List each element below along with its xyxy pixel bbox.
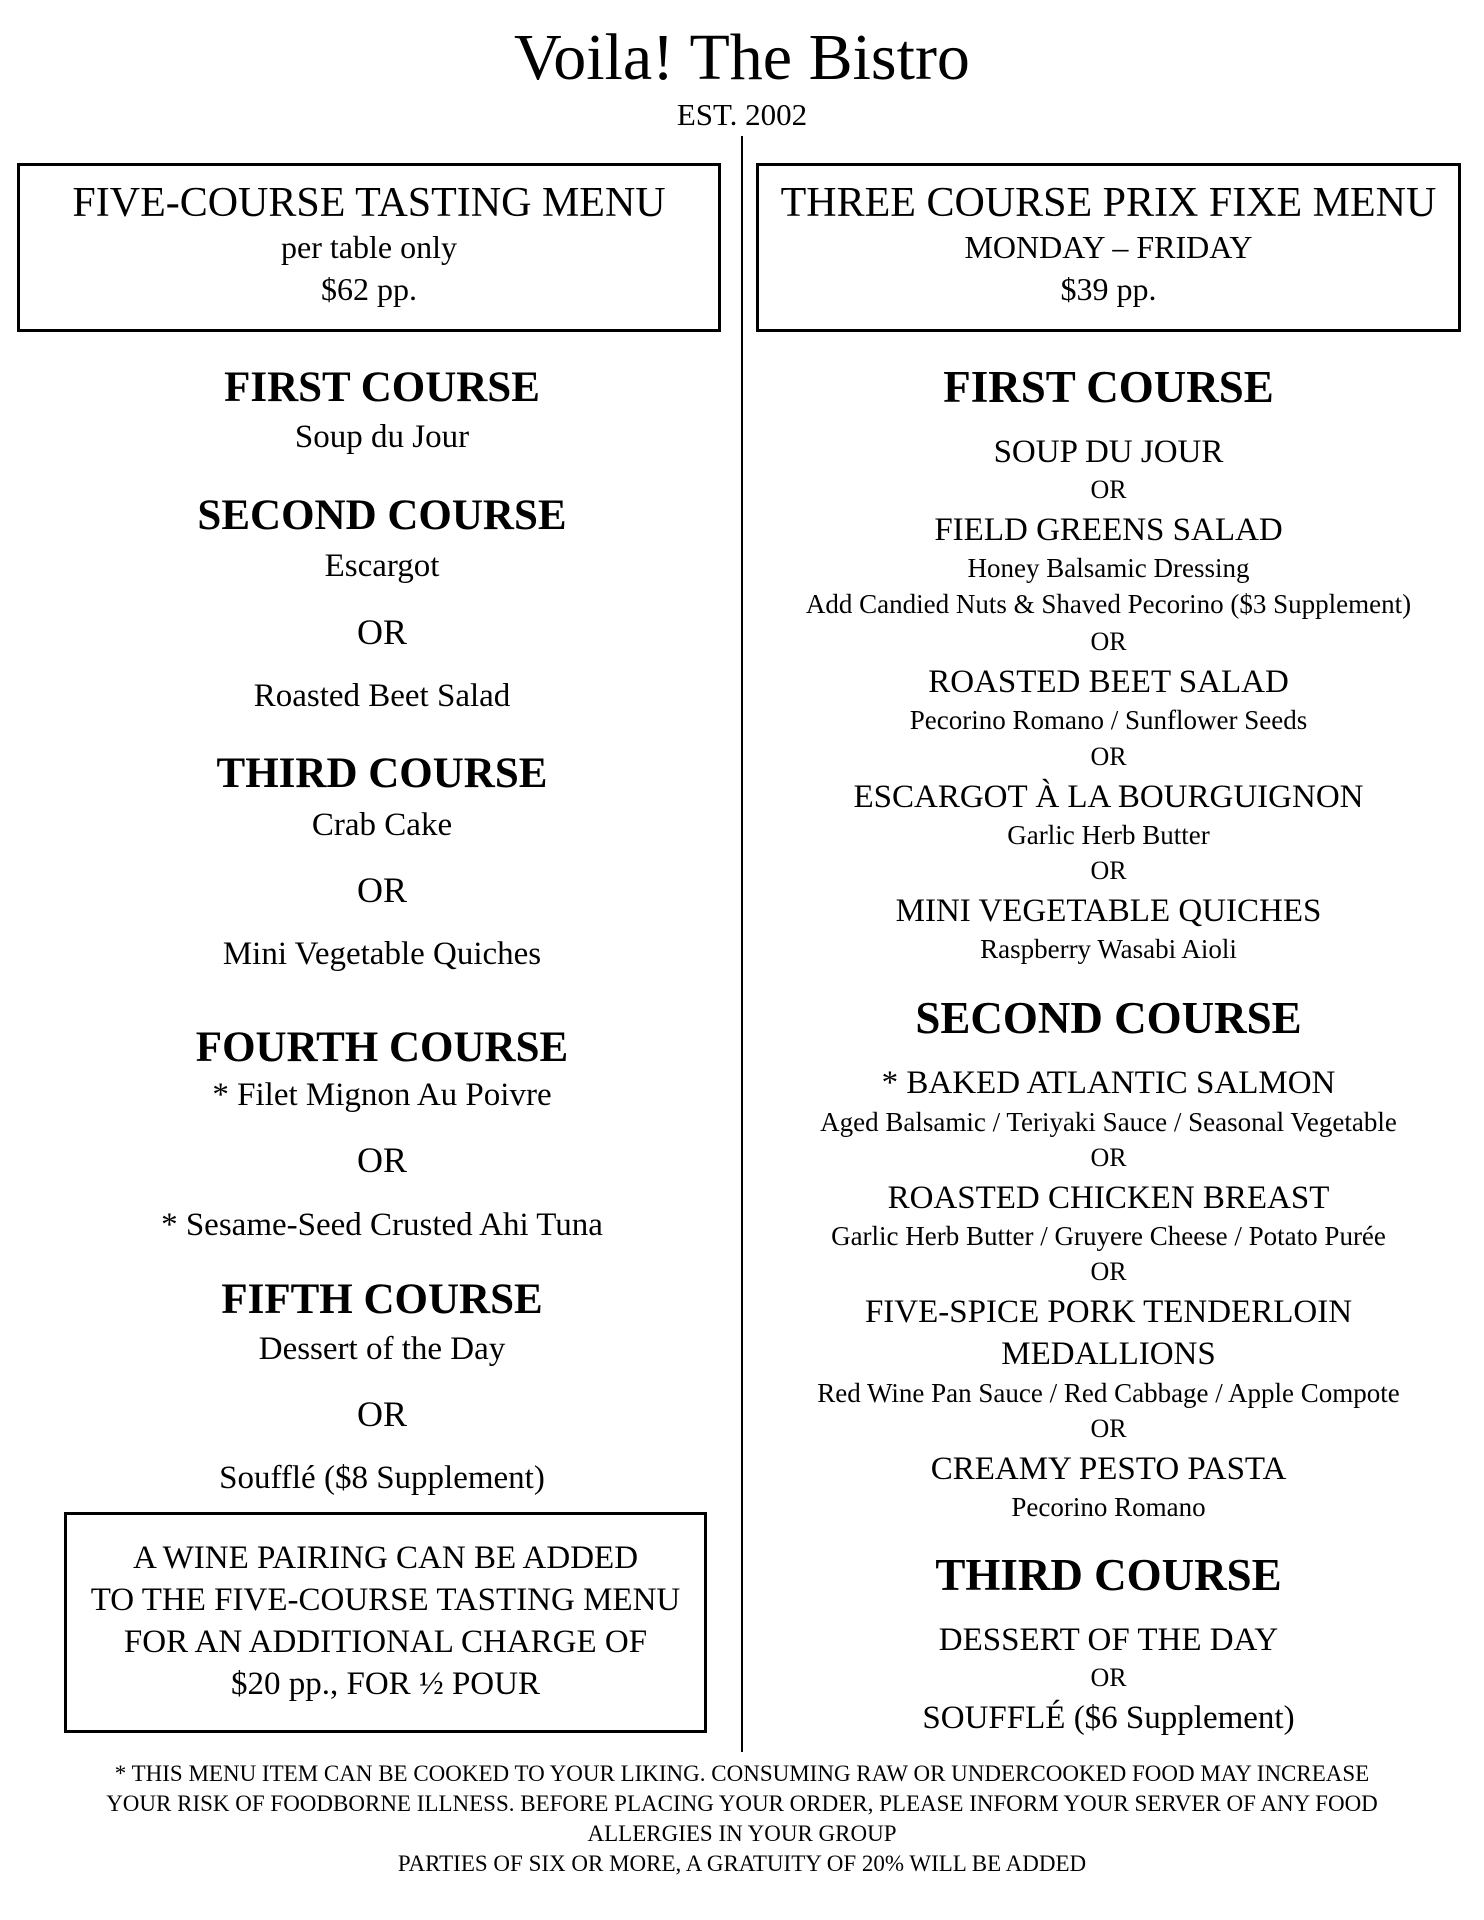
course-heading: FIRST COURSE (224, 364, 540, 411)
dish-detail: Raspberry Wasabi Aioli (980, 934, 1237, 964)
footer-line: PARTIES OF SIX OR MORE, A GRATUITY OF 20% WILL BE ADDED (397, 1851, 1087, 1876)
menu-item: Roasted Beet Salad (253, 678, 511, 714)
or-separator: OR (1090, 627, 1127, 656)
dish-detail: Red Wine Pan Sauce / Red Cabbage / Apple Compote (817, 1378, 1400, 1408)
prix-fixe-days: MONDAY – FRIDAY (964, 229, 1253, 265)
tasting-menu-price: $62 pp. (321, 271, 417, 307)
dish-name-continued: MEDALLIONS (1001, 1336, 1216, 1372)
dish-name: ROASTED CHICKEN BREAST (887, 1180, 1330, 1216)
wine-note-line: A WINE PAIRING CAN BE ADDED (132, 1540, 639, 1576)
menu-item: Soup du Jour (294, 419, 470, 455)
footer-line: ALLERGIES IN YOUR GROUP (587, 1821, 897, 1846)
course-heading: SECOND COURSE (915, 993, 1302, 1043)
dish-name: FIELD GREENS SALAD (934, 512, 1283, 548)
dish-detail: Pecorino Romano / Sunflower Seeds (909, 705, 1308, 735)
or-separator: OR (356, 612, 407, 652)
or-separator: OR (1090, 1143, 1127, 1172)
dish-detail: Aged Balsamic / Teriyaki Sauce / Seasonal Vegetable (820, 1107, 1397, 1137)
or-separator: OR (356, 1394, 407, 1434)
wine-note-line: FOR AN ADDITIONAL CHARGE OF (123, 1624, 648, 1660)
prix-fixe-header (756, 163, 1461, 332)
menu-item: Soufflé ($8 Supplement) (219, 1460, 545, 1496)
menu-item: * Filet Mignon Au Poivre (212, 1077, 552, 1113)
course-heading: THIRD COURSE (935, 1550, 1282, 1600)
tasting-menu-title: FIVE-COURSE TASTING MENU (72, 180, 666, 226)
wine-note-line: $20 pp., FOR ½ POUR (231, 1666, 540, 1702)
menu-item: Dessert of the Day (258, 1331, 506, 1367)
course-heading: SECOND COURSE (197, 492, 567, 539)
dish-detail: Pecorino Romano (1011, 1492, 1206, 1522)
or-separator: OR (1090, 1663, 1127, 1692)
dish-name: * BAKED ATLANTIC SALMON (881, 1065, 1336, 1101)
or-separator: OR (1090, 475, 1127, 504)
footer-line: YOUR RISK OF FOODBORNE ILLNESS. BEFORE PLACING YOUR ORDER, PLEASE INFORM YOUR SERVER OF ANY FOOD (106, 1791, 1378, 1816)
dish-name: CREAMY PESTO PASTA (930, 1451, 1287, 1487)
menu-item: Mini Vegetable Quiches (222, 936, 542, 972)
course-heading: FOURTH COURSE (195, 1024, 569, 1071)
course-heading: THIRD COURSE (216, 750, 548, 797)
prix-fixe-title: THREE COURSE PRIX FIXE MENU (780, 180, 1437, 226)
or-separator: OR (356, 870, 407, 910)
dish-detail: Honey Balsamic Dressing (967, 553, 1250, 583)
wine-pairing-note (64, 1512, 707, 1733)
or-separator: OR (1090, 1414, 1127, 1443)
prix-fixe-price: $39 pp. (1060, 271, 1157, 307)
footer-line: * THIS MENU ITEM CAN BE COOKED TO YOUR LIKING. CONSUMING RAW OR UNDERCOOKED FOOD MAY INCREASE (114, 1761, 1370, 1786)
tasting-menu-subtitle: per table only (281, 229, 457, 265)
or-separator: OR (1090, 742, 1127, 771)
dish-detail: Garlic Herb Butter / Gruyere Cheese / Potato Purée (831, 1221, 1386, 1251)
or-separator: OR (1090, 1257, 1127, 1286)
course-heading: FIFTH COURSE (221, 1276, 543, 1323)
established-label: EST. 2002 (676, 97, 808, 132)
restaurant-title: Voila! The Bistro (514, 21, 970, 94)
dish-name: SOUP DU JOUR (993, 434, 1224, 470)
course-heading: FIRST COURSE (943, 362, 1274, 412)
menu-item: Crab Cake (311, 807, 453, 843)
footer-disclaimer (0, 1759, 1484, 1879)
dish-name: ROASTED BEET SALAD (928, 664, 1289, 700)
tasting-menu-header (17, 163, 721, 332)
dish-name: ESCARGOT À LA BOURGUIGNON (853, 779, 1364, 815)
menu-item: * Sesame-Seed Crusted Ahi Tuna (161, 1207, 603, 1243)
or-separator: OR (356, 1140, 407, 1180)
menu-item: Escargot (324, 548, 440, 584)
dish-name: DESSERT OF THE DAY (938, 1622, 1279, 1658)
dish-name: FIVE-SPICE PORK TENDERLOIN (864, 1294, 1353, 1330)
dish-detail: Add Candied Nuts & Shaved Pecorino ($3 Supplement) (805, 589, 1412, 619)
dish-detail: Garlic Herb Butter (1007, 820, 1210, 850)
or-separator: OR (1090, 856, 1127, 885)
dish-name: SOUFFLÉ ($6 Supplement) (922, 1700, 1295, 1736)
dish-name: MINI VEGETABLE QUICHES (895, 893, 1322, 929)
wine-note-line: TO THE FIVE-COURSE TASTING MENU (90, 1582, 681, 1618)
